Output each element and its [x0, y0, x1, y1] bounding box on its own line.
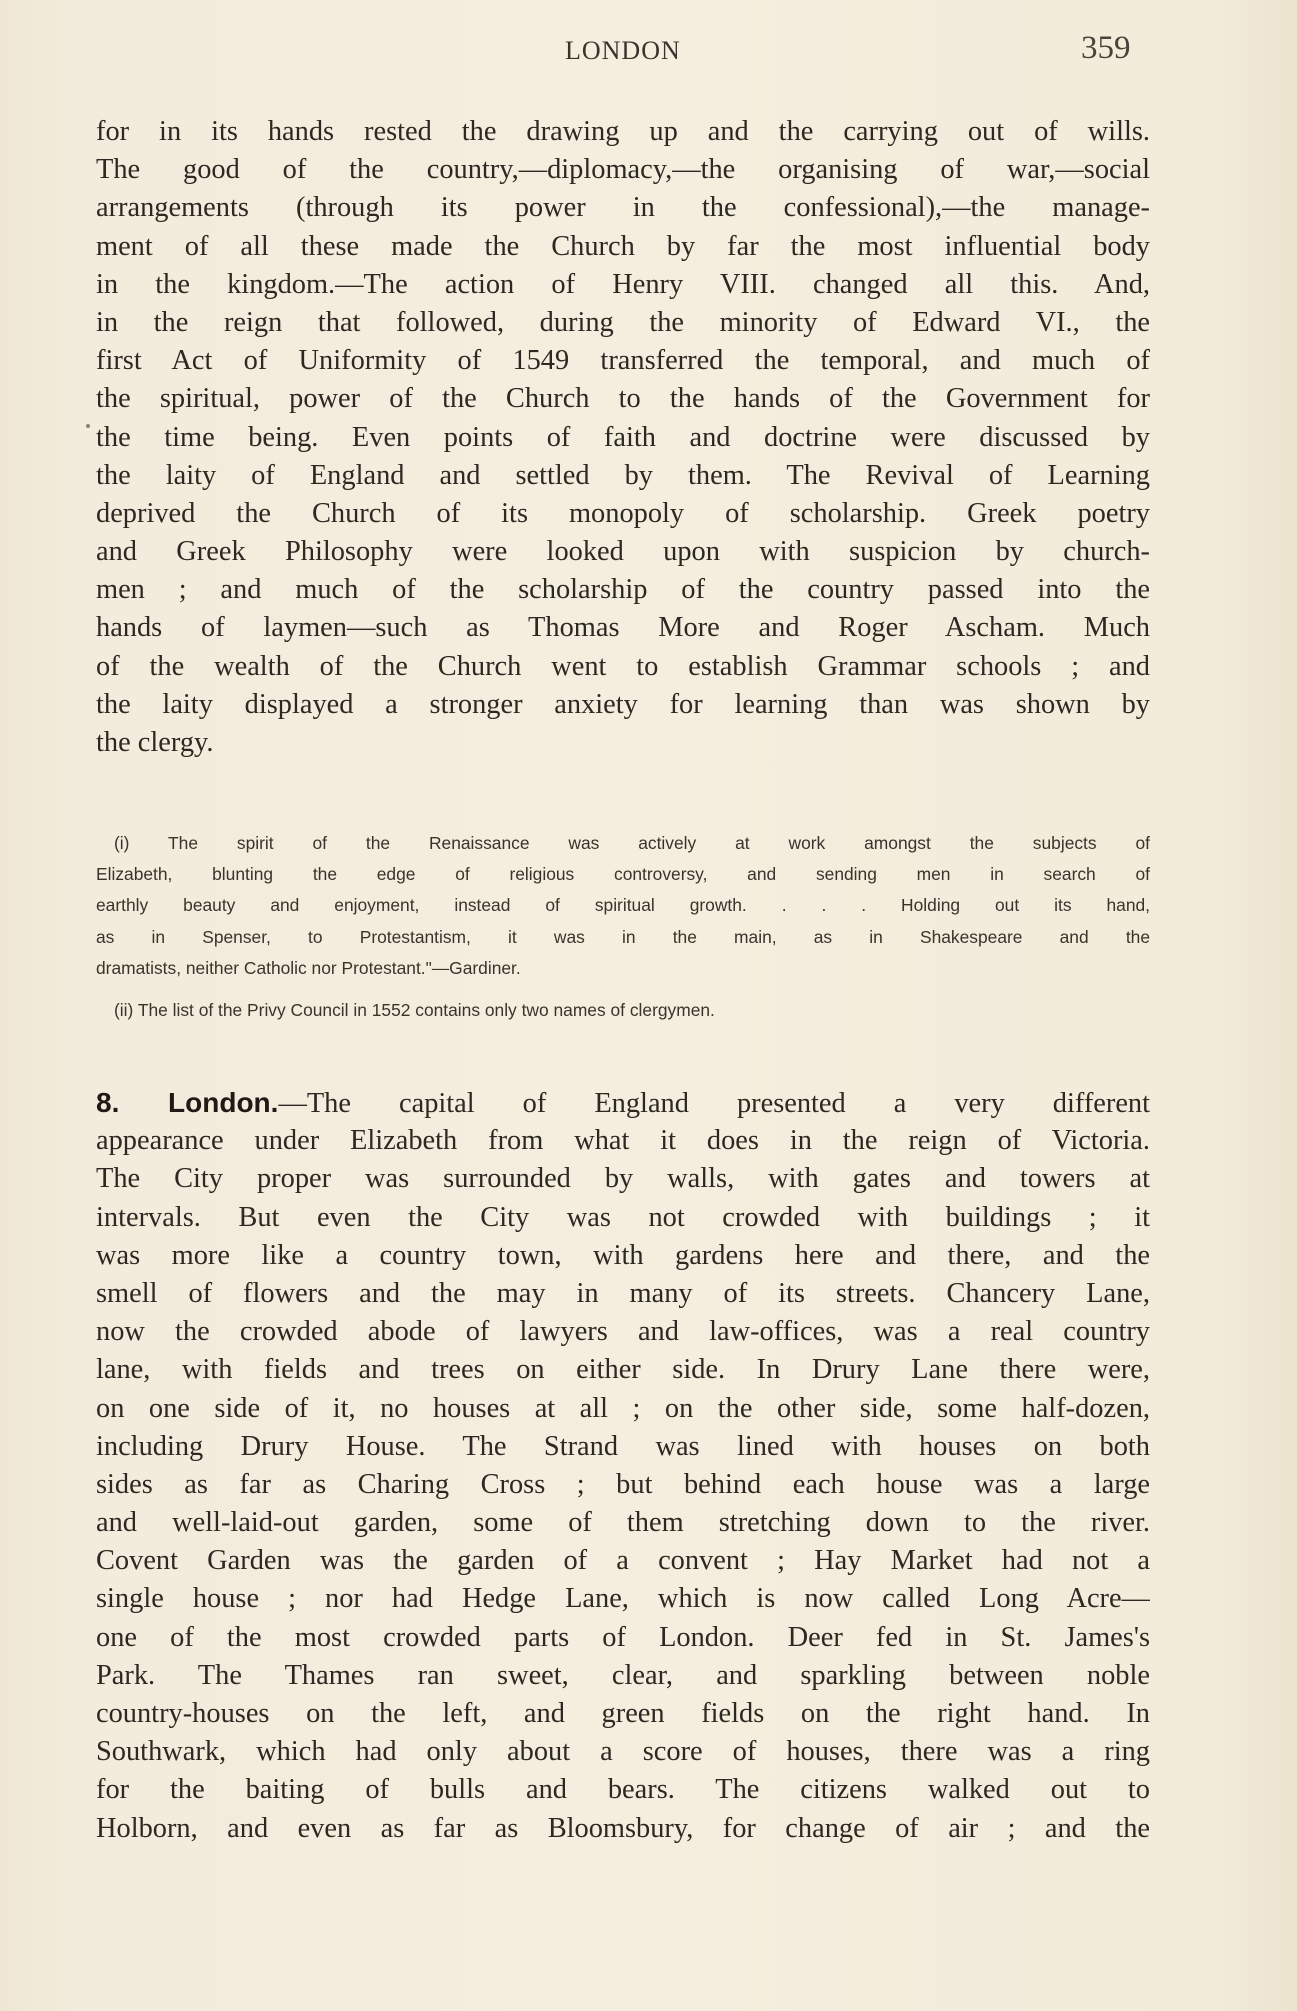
text-line: Covent Garden was the garden of a convent ; Hay Market had not a: [96, 1545, 1150, 1577]
text-line: Southwark, which had only about a score of houses, there was a ring: [96, 1736, 1150, 1768]
text-line: of the wealth of the Church went to establish Grammar schools ; and: [96, 650, 1150, 682]
text-line: was more like a country town, with gardens here and there, and the: [96, 1239, 1150, 1271]
note-line: (i) The spirit of the Renaissance was actively at work amongst the subjects of: [114, 833, 1150, 853]
note-line: Elizabeth, blunting the edge of religious controversy, and sending men in search of: [96, 864, 1150, 885]
text-line: The City proper was surrounded by walls, with gates and towers at: [96, 1163, 1150, 1195]
text-line: Park. The Thames ran sweet, clear, and sparkling between noble: [96, 1659, 1150, 1691]
note-line: as in Spenser, to Protestantism, it was in the main, as in Shakespeare and the: [96, 926, 1150, 947]
text-line: the laity displayed a stronger anxiety for learning than was shown by: [96, 688, 1150, 720]
text-line: deprived the Church of its monopoly of scholarship. Greek poetry: [96, 497, 1150, 529]
text-line: hands of laymen—such as Thomas More and Roger Ascham. Much: [96, 612, 1150, 644]
text-line: ment of all these made the Church by far the most influential body: [96, 230, 1150, 262]
text-line: sides as far as Charing Cross ; but behind each house was a large: [96, 1468, 1150, 1500]
text-line: now the crowded abode of lawyers and law-offices, was a real country: [96, 1316, 1150, 1348]
section-8-london: [96, 1084, 1150, 1848]
footnotes: [96, 828, 1150, 1026]
note-ii: [96, 995, 1150, 1026]
text-line: smell of flowers and the may in many of its streets. Chancery Lane,: [96, 1277, 1150, 1309]
text-line: in the reign that followed, during the minority of Edward VI., the: [96, 306, 1150, 338]
note-line: earthly beauty and enjoyment, instead of spiritual growth. . . . Holding out its hand,: [96, 895, 1150, 916]
text-line: country-houses on the left, and green fields on the right hand. In: [96, 1698, 1150, 1729]
section-heading: 8. London.: [96, 1087, 279, 1118]
text-line: in the kingdom.—The action of Henry VIII. changed all this. And,: [96, 268, 1150, 300]
note-line: (ii) The list of the Privy Council in 1552 contains only two names of clergymen.: [114, 999, 715, 1020]
note-line: dramatists, neither Catholic nor Protestant."—Gardiner.: [96, 957, 521, 978]
note-spacer: [96, 984, 1150, 995]
section-first-line: [96, 1084, 1150, 1122]
text-line: first Act of Uniformity of 1549 transferred the temporal, and much of: [96, 345, 1150, 377]
text-line: and Greek Philosophy were looked upon with suspicion by church-: [96, 536, 1150, 568]
text-line: arrangements (through its power in the confessional),—the manage-: [96, 192, 1150, 224]
text-line: including Drury House. The Strand was lined with houses on both: [96, 1430, 1150, 1462]
page-number: 359: [1081, 30, 1131, 66]
text-line: the time being. Even points of faith and doctrine were discussed by: [96, 421, 1150, 453]
text-line: for in its hands rested the drawing up and the carrying out of wills.: [96, 116, 1150, 147]
text-line: the clergy.: [96, 727, 214, 758]
text-line: intervals. But even the City was not crowded with buildings ; it: [96, 1201, 1150, 1233]
text-line: the laity of England and settled by them. The Revival of Learning: [96, 459, 1150, 491]
text-line: Holborn, and even as far as Bloomsbury, for change of air ; and the: [96, 1812, 1150, 1844]
note-i: [96, 828, 1150, 984]
section-first-line-text: —The capital of England presented a very different: [278, 1088, 1150, 1119]
text-line: and well-laid-out garden, some of them stretching down to the river.: [96, 1507, 1150, 1539]
text-line: single house ; nor had Hedge Lane, which is now called Long Acre—: [96, 1583, 1150, 1615]
text-line: one of the most crowded parts of London. Deer fed in St. James's: [96, 1621, 1150, 1653]
paragraph-church-influence: [96, 113, 1150, 762]
text-line: for the baiting of bulls and bears. The citizens walked out to: [96, 1774, 1150, 1806]
text-line: appearance under Elizabeth from what it does in the reign of Victoria.: [96, 1125, 1150, 1157]
text-line: The good of the country,—diplomacy,—the organising of war,—social: [96, 154, 1150, 186]
print-speck: [86, 424, 90, 428]
text-line: lane, with fields and trees on either side. In Drury Lane there were,: [96, 1354, 1150, 1386]
text-line: the spiritual, power of the Church to the hands of the Government for: [96, 383, 1150, 415]
running-title: LONDON: [565, 36, 681, 65]
text-line: men ; and much of the scholarship of the country passed into the: [96, 574, 1150, 606]
text-line: on one side of it, no houses at all ; on the other side, some half-dozen,: [96, 1392, 1150, 1424]
running-head: [0, 30, 1297, 76]
